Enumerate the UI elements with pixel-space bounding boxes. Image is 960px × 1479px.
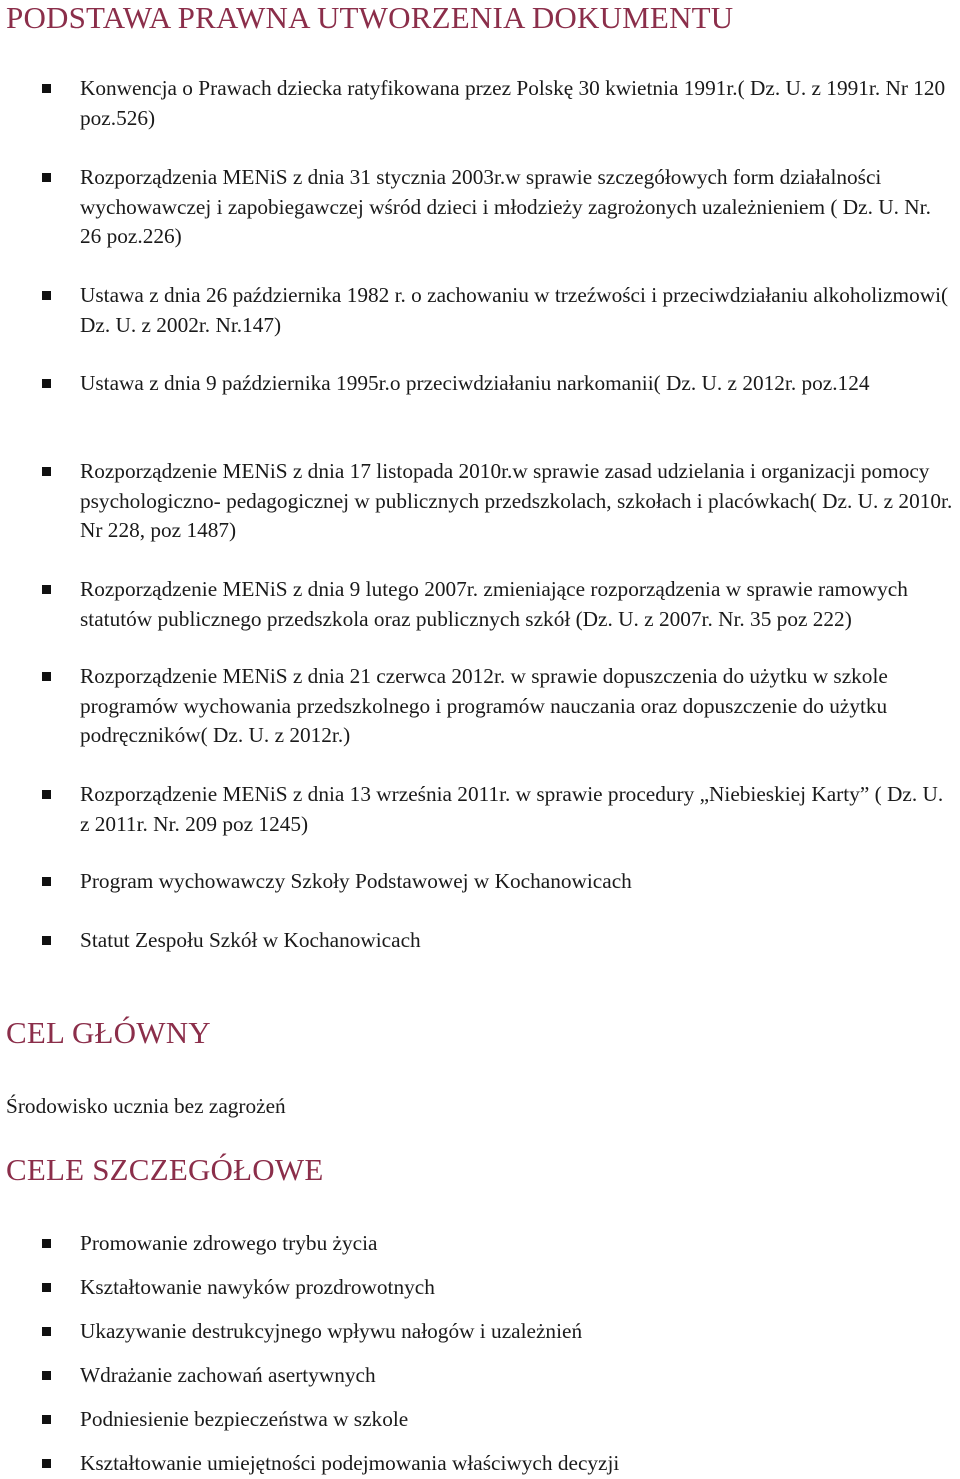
square-bullet-icon: [42, 173, 51, 182]
list-item: [80, 662, 956, 751]
square-bullet-icon: [42, 467, 51, 476]
list-item: [80, 1449, 956, 1479]
list-item: [80, 926, 956, 956]
list-item-text: Ustawa z dnia 26 października 1982 r. o zachowaniu w trzeźwości i przeciwdziałaniu alkoholizmowi( Dz. U. z 2002r. Nr.147): [80, 283, 949, 337]
list-item-text: Wdrażanie zachowań asertywnych: [80, 1363, 376, 1387]
main-goal-text: Środowisko ucznia bez zagrożeń: [6, 1094, 286, 1118]
list-item: [80, 780, 956, 839]
square-bullet-icon: [42, 585, 51, 594]
list-item: [80, 1317, 956, 1347]
list-item: [80, 1229, 956, 1259]
list-item: [80, 74, 956, 133]
list-item-text: Ukazywanie destrukcyjnego wpływu nałogów i uzależnień: [80, 1319, 583, 1343]
square-bullet-icon: [42, 1415, 51, 1424]
list-item-text: Rozporządzenie MENiS z dnia 17 listopada 2010r.w sprawie zasad udzielania i organizacji pomocy psychologiczno- pedagogicznej w publicznych przedszkolach, szkołach i placówkach( Dz. U. z 2010r. Nr 228, poz 1487): [80, 459, 953, 542]
list-item: [80, 369, 956, 399]
list-item: [80, 163, 956, 252]
list-item: [80, 457, 956, 546]
square-bullet-icon: [42, 1459, 51, 1468]
square-bullet-icon: [42, 84, 51, 93]
list-item: [80, 575, 956, 634]
square-bullet-icon: [42, 1283, 51, 1292]
list-item-text: Podniesienie bezpieczeństwa w szkole: [80, 1407, 409, 1431]
list-item-text: Rozporządzenie MENiS z dnia 9 lutego 2007r. zmieniające rozporządzenia w sprawie ramowych statutów publicznego przedszkola oraz publicznych szkół (Dz. U. z 2007r. Nr. 35 poz 222): [80, 577, 908, 631]
square-bullet-icon: [42, 672, 51, 681]
square-bullet-icon: [42, 1239, 51, 1248]
square-bullet-icon: [42, 1371, 51, 1380]
list-item: [80, 1361, 956, 1391]
list-item-text: Statut Zespołu Szkół w Kochanowicach: [80, 928, 421, 952]
square-bullet-icon: [42, 1327, 51, 1336]
list-item-text: Rozporządzenie MENiS z dnia 13 września 2011r. w sprawie procedury „Niebieskiej Karty” ( Dz. U. z 2011r. Nr. 209 poz 1245): [80, 782, 944, 836]
list-item: [80, 1405, 956, 1435]
square-bullet-icon: [42, 790, 51, 799]
list-item-text: Ustawa z dnia 9 października 1995r.o przeciwdziałaniu narkomanii( Dz. U. z 2012r. poz.124: [80, 371, 870, 395]
list-item-text: Rozporządzenia MENiS z dnia 31 stycznia 2003r.w sprawie szczegółowych form działalności wychowawczej i zapobiegawczej wśród dzieci i młodzieży zagrożonych uzależnieniem ( Dz. U. Nr. 26 poz.226): [80, 165, 931, 248]
square-bullet-icon: [42, 379, 51, 388]
square-bullet-icon: [42, 877, 51, 886]
list-item-text: Promowanie zdrowego trybu życia: [80, 1231, 378, 1255]
list-item-text: Kształtowanie nawyków prozdrowotnych: [80, 1275, 435, 1299]
square-bullet-icon: [42, 291, 51, 300]
list-item-text: Konwencja o Prawach dziecka ratyfikowana przez Polskę 30 kwietnia 1991r.( Dz. U. z 1991r. Nr 120 poz.526): [80, 76, 946, 130]
heading-detailed-goals: CELE SZCZEGÓŁOWE: [6, 1152, 324, 1187]
list-item-text: Rozporządzenie MENiS z dnia 21 czerwca 2012r. w sprawie dopuszczenia do użytku w szkole programów wychowania przedszkolnego i programów nauczania oraz dopuszczenie do użytku podręczników( Dz. U. z 2012r.): [80, 664, 888, 747]
square-bullet-icon: [42, 936, 51, 945]
list-item: [80, 1273, 956, 1303]
list-item-text: Kształtowanie umiejętności podejmowania właściwych decyzji: [80, 1451, 620, 1475]
list-item: [80, 281, 956, 340]
heading-main-goal: CEL GŁÓWNY: [6, 1015, 211, 1050]
list-item: [80, 867, 956, 897]
heading-legal-basis: PODSTAWA PRAWNA UTWORZENIA DOKUMENTU: [6, 0, 734, 35]
list-item-text: Program wychowawczy Szkoły Podstawowej w Kochanowicach: [80, 869, 632, 893]
